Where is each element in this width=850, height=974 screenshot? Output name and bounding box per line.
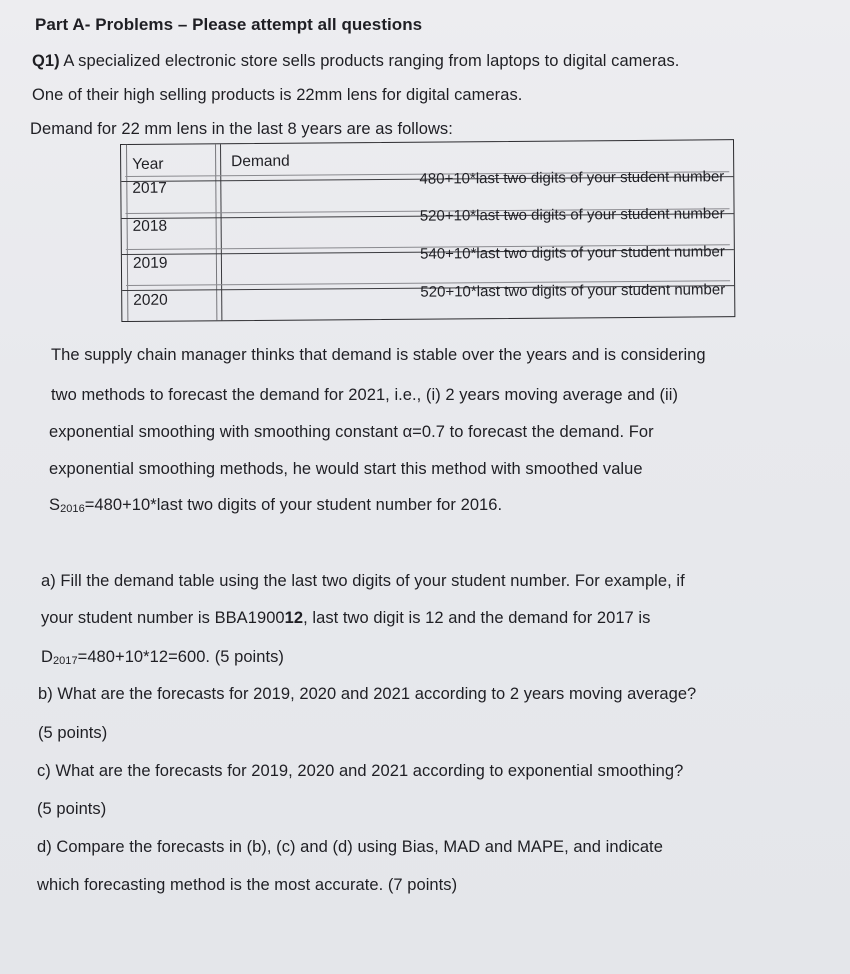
- part-a-text: your student number is BBA1900: [41, 609, 285, 627]
- part-c-line-1: c) What are the forecasts for 2019, 2020 and 2021 according to exponential smoothing?: [37, 762, 684, 780]
- table-column-divider: [220, 144, 222, 320]
- paragraph-line-2: two methods to forecast the demand for 2021, i.e., (i) 2 years moving average and (ii): [51, 386, 679, 404]
- student-number-digits: 12: [284, 609, 304, 627]
- part-b-line-2: (5 points): [38, 724, 108, 742]
- table-cell-year: 2019: [132, 254, 168, 272]
- table-header-demand: Demand: [231, 152, 290, 171]
- part-d-line-2: which forecasting method is the most accurate. (7 points): [37, 876, 458, 894]
- question-intro-text: A specialized electronic store sells products ranging from laptops to digital cameras.: [63, 52, 680, 70]
- smoothed-subscript: 2016: [60, 503, 85, 515]
- section-heading: Part A- Problems – Please attempt all questions: [35, 15, 423, 34]
- table-cell-year: 2020: [133, 291, 168, 309]
- part-c-line-2: (5 points): [37, 800, 107, 818]
- table-cell-year: 2017: [132, 179, 167, 197]
- smoothed-symbol: S: [49, 496, 61, 514]
- question-intro-line-1: [32, 52, 679, 71]
- demand-example: =480+10*12=600. (5 points): [77, 648, 284, 666]
- paragraph-line-5: [49, 496, 502, 515]
- question-intro-line-3: Demand for 22 mm lens in the last 8 years are as follows:: [30, 120, 453, 138]
- table-cell-demand: 480+10*last two digits of your student number: [419, 168, 725, 188]
- part-d-line-1: d) Compare the forecasts in (b), (c) and (d) using Bias, MAD and MAPE, and indicate: [37, 838, 663, 856]
- demand-table: [120, 139, 735, 322]
- part-a-line-2: [41, 609, 650, 628]
- question-label: Q1): [32, 52, 60, 70]
- table-cell-demand: 520+10*last two digits of your student number: [419, 205, 725, 225]
- paragraph-line-4: exponential smoothing methods, he would start this method with smoothed value: [49, 460, 643, 478]
- part-a-line-3: [41, 648, 284, 667]
- paragraph-line-1: The supply chain manager thinks that demand is stable over the years and is considering: [51, 346, 706, 364]
- table-inner-border-left: [126, 145, 128, 321]
- table-cell-demand: 540+10*last two digits of your student number: [420, 243, 725, 263]
- table-header-year: Year: [132, 155, 164, 173]
- smoothed-formula: =480+10*last two digits of your student number for 2016.: [84, 496, 503, 514]
- demand-subscript: 2017: [52, 655, 78, 667]
- part-b-line-1: b) What are the forecasts for 2019, 2020 and 2021 according to 2 years moving average?: [38, 685, 697, 703]
- part-a-text-cont: , last two digit is 12 and the demand for 2017 is: [303, 609, 651, 627]
- demand-symbol: D: [41, 648, 53, 666]
- part-a-line-1: a) Fill the demand table using the last two digits of your student number. For example, if: [41, 572, 685, 590]
- paragraph-line-3: exponential smoothing with smoothing constant α=0.7 to forecast the demand. For: [49, 423, 654, 441]
- table-inner-border-year: [215, 144, 217, 320]
- table-cell-demand: 520+10*last two digits of your student number: [420, 281, 726, 301]
- question-intro-line-2: One of their high selling products is 22mm lens for digital cameras.: [32, 86, 523, 104]
- table-cell-year: 2018: [132, 217, 168, 235]
